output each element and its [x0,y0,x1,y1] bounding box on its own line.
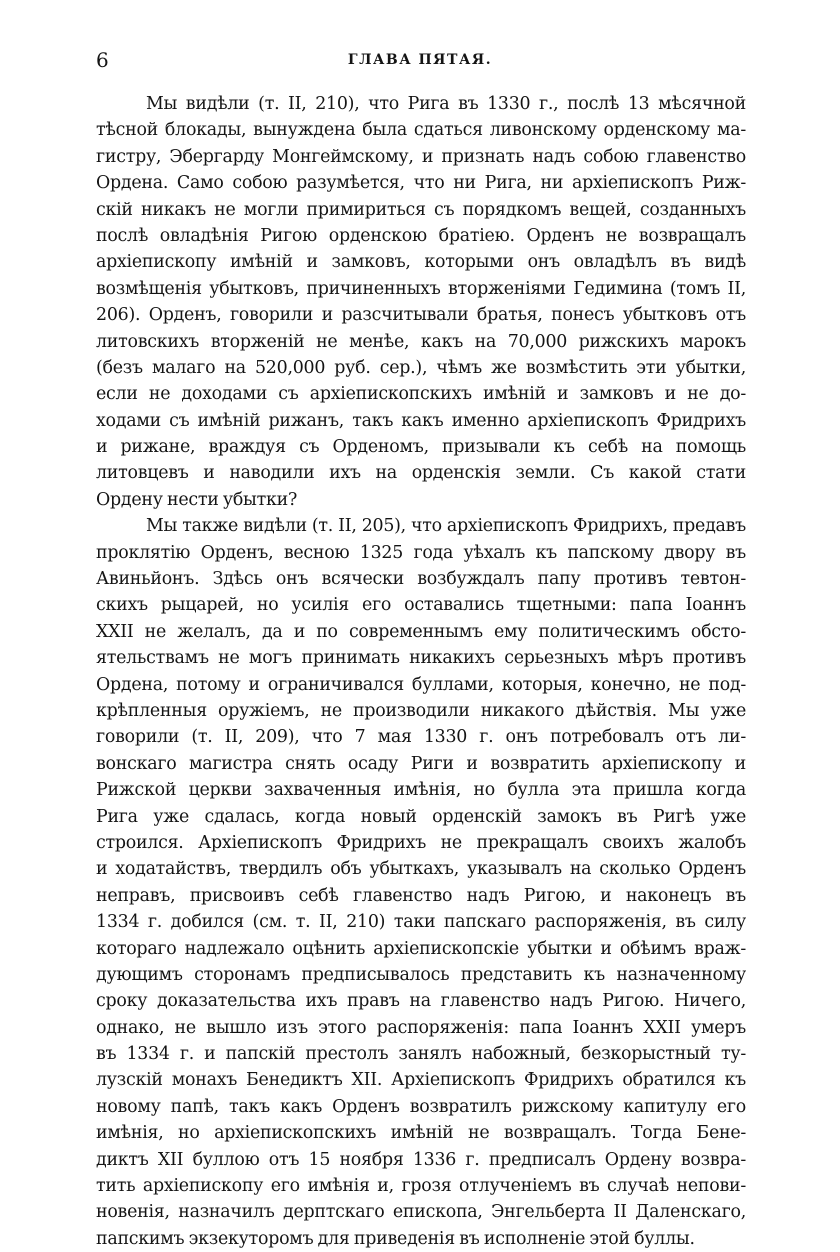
text-line: послѣ овладѣнія Ригою орденскою братіею. Орденъ не возвращалъ [96,225,746,246]
text-line: Ордена. Само собою разумѣется, что ни Рига, ни архіепископъ Риж- [96,173,746,194]
text-line: архіепископу имѣній и замковъ, которыми онъ овладѣлъ въ видѣ [96,252,746,273]
text-line: строился. Архіепископъ Фридрихъ не прекращалъ своихъ жалобъ [96,832,746,853]
text-line: ятельствамъ не могъ принимать никакихъ серьезныхъ мѣръ противъ [96,648,746,669]
paragraph [96,513,746,1252]
text-line: тить архіепископу его имѣнія и, грозя отлученіемъ въ случаѣ непови- [96,1176,746,1197]
text-line: крѣпленныя оружіемъ, не производили никакого дѣйствія. Мы уже [96,700,746,721]
text-line: и рижане, враждуя съ Орденомъ, призывали къ себѣ на помощь [96,437,746,458]
text-line: въ 1334 г. и папскій престолъ занялъ набожный, безкорыстный ту- [96,1044,746,1065]
text-line: сроку доказательства ихъ правъ на главенство надъ Ригою. Ничего, [96,991,746,1012]
page-header [96,46,744,74]
text-line: Мы также видѣли (т. II, 205), что архіепископъ Фридрихъ, предавъ [146,516,746,537]
text-line: если не доходами съ архіепископскихъ имѣній и замковъ и не до- [96,384,746,405]
text-line: папскимъ экзекуторомъ для приведенія въ исполненіе этой буллы. [96,1228,695,1249]
paragraph [96,91,746,513]
text-line: литовцевъ и наводили ихъ на орденскія земли. Съ какой стати [96,463,746,484]
text-line: имѣнія, но архіепископскихъ имѣній не возвращалъ. Тогда Бене- [96,1123,746,1144]
running-head: ГЛАВА ПЯТАЯ. [347,52,493,68]
page-number: 6 [96,48,109,72]
text-line: скій никакъ не могли примириться съ порядкомъ вещей, созданныхъ [96,199,746,220]
text-line: новому папѣ, такъ какъ Орденъ возвратилъ рижскому капитулу его [96,1096,746,1117]
text-line: Рижской церкви захваченныя имѣнія, но булла эта пришла когда [96,780,746,801]
text-line: дующимъ сторонамъ предписывалось представить къ назначенному [96,964,746,985]
text-line: неправъ, присвоивъ себѣ главенство надъ Ригою, и наконецъ въ [96,885,746,906]
text-line: диктъ XII буллою отъ 15 ноября 1336 г. предписалъ Ордену возвра- [96,1149,746,1170]
text-line: Рига уже сдалась, когда новый орденскій замокъ въ Ригѣ уже [96,806,746,827]
text-line: 206). Орденъ, говорили и разсчитывали братья, понесъ убытковъ отъ [96,305,746,326]
text-line: Мы видѣли (т. II, 210), что Рига въ 1330 г., послѣ 13 мѣсячной [146,94,746,114]
text-line: тѣсной блокады, вынуждена была сдаться ливонскому орденскому ма- [96,120,746,141]
text-line: Авиньйонъ. Здѣсь онъ всячески возбуждалъ папу противъ тевтон- [96,569,746,590]
text-line: и ходатайствъ, твердилъ объ убыткахъ, указывалъ на сколько Орденъ [96,859,746,880]
text-line: XXII не желалъ, да и по современнымъ ему политическимъ обсто- [96,621,746,642]
text-line: Ордена, потому и ограничивался буллами, которыя, конечно, не под- [96,674,746,695]
text-line: скихъ рыцарей, но усилія его оставались тщетными: папа Іоаннъ [96,595,746,616]
text-line: вонскаго магистра снять осаду Риги и возвратить архіепископу и [96,753,746,774]
text-line: однако, не вышло изъ этого распоряженія: папа Іоаннъ XXII умеръ [96,1017,746,1038]
text-line: (безъ малаго на 520,000 руб. сер.), чѣмъ же возмѣстить эти убытки, [96,357,746,378]
text-line: говорили (т. II, 209), что 7 мая 1330 г. онъ потребовалъ отъ ли- [96,727,746,748]
text-line: Ордену нести убытки? [96,489,298,510]
text-line: новенія, назначилъ дерптскаго епископа, Энгельберта II Даленскаго, [96,1202,746,1223]
text-line: гистру, Эбергарду Монгеймскому, и признать надъ собою главенство [96,146,746,167]
text-line: возмѣщенія убытковъ, причиненныхъ вторженіями Гедимина (томъ II, [96,278,746,299]
text-line: проклятію Орденъ, весною 1325 года уѣхалъ къ папскому двору въ [96,542,746,563]
text-line: литовскихъ вторженій не менѣе, какъ на 70,000 рижскихъ марокъ [96,331,746,352]
text-line: лузскій монахъ Бенедиктъ XII. Архіепископъ Фридрихъ обратился къ [96,1070,746,1091]
text-line: 1334 г. добился (см. т. II, 210) таки папскаго распоряженія, въ силу [96,912,746,933]
body-text [96,91,746,1252]
text-line: котораго надлежало оцѣнить архіепископскіе убытки и обѣимъ враж- [96,938,746,959]
text-line: ходами съ имѣній рижанъ, такъ какъ именно архіепископъ Фридрихъ [96,410,746,431]
